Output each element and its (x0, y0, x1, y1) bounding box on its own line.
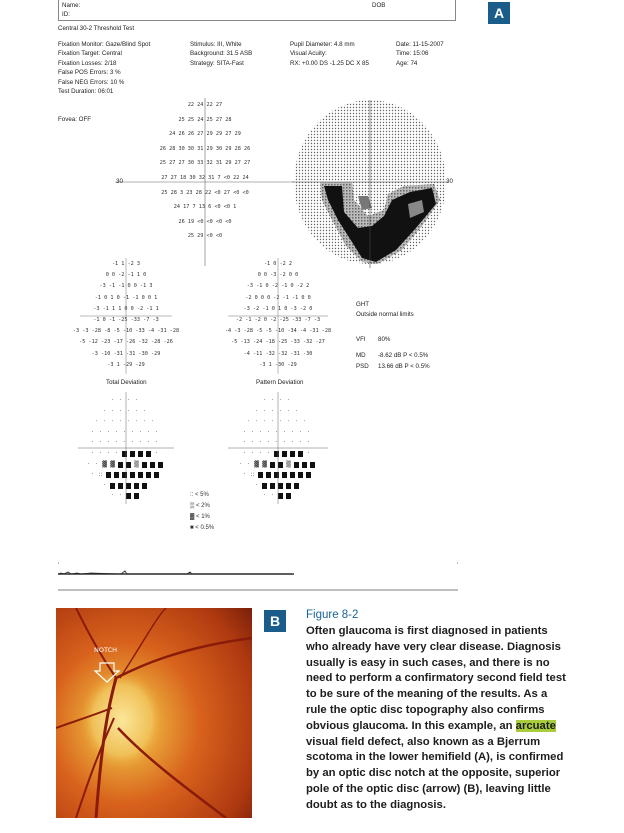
prob-cell: · (259, 428, 262, 436)
grid-row: 26 19 <0 <0 <0 <0 (178, 218, 232, 225)
total-deviation-label: Total Deviation (106, 379, 147, 386)
prob-cell: · (243, 439, 246, 447)
param-line: Fixation Monitor: Gaze/Blind Spot (58, 41, 151, 48)
dob-label: DOB (372, 2, 386, 9)
legend-symbol: ▒ (190, 503, 195, 509)
param-line: Strategy: SITA-Fast (190, 59, 244, 67)
legend-text: < 0.5% (195, 525, 215, 531)
vfi-label: VFI (356, 336, 366, 343)
prob-cell: · (119, 407, 122, 415)
grid-row: 25 25 24 25 27 28 (178, 116, 232, 123)
prob-cell: · (271, 397, 274, 404)
prob-cell: · (155, 439, 158, 447)
param-line: Fixation Target: Central (58, 50, 122, 58)
prob-cell: · (143, 407, 146, 415)
prob-cell: · (127, 407, 130, 415)
axis-label-left: 30 (116, 178, 123, 185)
prob-cell: · (147, 428, 150, 436)
prob-cell: · (255, 418, 258, 426)
prob-cell: · (99, 439, 102, 447)
param-line: False POS Errors: 3 % (58, 69, 121, 77)
ght-value: Outside normal limits (356, 311, 414, 318)
legend-text: < 1% (196, 514, 210, 520)
prob-cell: · (279, 418, 282, 426)
prob-cell: · (139, 439, 142, 447)
grid-row: 24 26 26 27 29 29 27 29 (169, 131, 241, 138)
prob-cell: · (87, 460, 90, 468)
grid-row: -3 1 -30 -29 (259, 361, 297, 368)
param-line: Age: 74 (396, 59, 418, 67)
grid-row: -1 0 -2 2 (263, 261, 293, 267)
grid-row: -3 -3 -28 -8 -5 -10 -33 -4 -31 -28 (72, 328, 180, 335)
md-value: -8.62 dB P < 0.5% (378, 352, 429, 359)
prob-cell: · (147, 439, 150, 447)
legend-text: < 5% (195, 492, 209, 498)
grid-row: -1 0 -1 -25 -33 -7 -3 (93, 317, 159, 323)
prob-cell: · (91, 471, 94, 479)
prob-cell: · (95, 460, 98, 468)
param-line: Pupil Diameter: 4.8 mm (290, 41, 355, 48)
prob-cell: ▓ (262, 460, 267, 468)
ght-label: GHT (356, 301, 370, 308)
grid-row: -3 -1 -1 0 0 -1 3 (99, 283, 153, 290)
prob-cell: · (307, 439, 310, 447)
pattern-deviation-label: Pattern Deviation (256, 379, 304, 386)
grid-row: -1 1 -2 3 (111, 261, 141, 267)
prob-cell: · (95, 418, 98, 426)
grid-row: 27 27 18 30 32 31 7 <0 22 24 (161, 175, 249, 181)
grid-row: 25 27 27 30 33 32 31 29 27 27 (159, 160, 251, 167)
prob-cell: · (263, 407, 266, 415)
threshold-axes (115, 98, 295, 266)
prob-cell: · (111, 407, 114, 415)
param-line: Background: 31.5 ASB (190, 50, 253, 58)
caption-text: Often glaucoma is first diagnosed in patients who already have very clear disease. Diagnosis usually is easy in such cases, and there is no need to perform a confirmatory second field test to be sure of the meaning of the results. As a rule the optic disc topography also confirms obvious glaucoma. In this example, an (306, 625, 566, 732)
prob-cell: · (151, 418, 154, 426)
prob-cell: · (155, 450, 158, 457)
prob-cell: · (291, 428, 294, 436)
grid-row: -3 -1 0 -2 -1 0 -2 2 (246, 283, 310, 290)
prob-cell: · (271, 492, 274, 500)
prob-cell: · (295, 407, 298, 415)
grid-row: -5 -12 -23 -17 -26 -32 -28 -26 (79, 339, 173, 346)
prob-cell: · (299, 428, 302, 436)
prob-cell: · (267, 450, 270, 457)
legend-symbol: :: (190, 492, 194, 498)
prob-cell: · (123, 439, 126, 447)
pattern-prob-axes (228, 392, 328, 504)
prob-cell: · (135, 407, 138, 415)
param-line: Fixation Losses: 2/18 (58, 59, 117, 67)
prob-cell: · (263, 397, 266, 404)
prob-cell: · (91, 428, 94, 436)
figure-caption (306, 624, 568, 814)
prob-cell: · (251, 439, 254, 447)
param-line: Stimulus: III, White (190, 41, 242, 48)
prob-cell: · (131, 428, 134, 436)
legend-row (190, 524, 214, 532)
grid-row: -5 -13 -24 -18 -25 -33 -32 -27 (231, 339, 325, 346)
prob-cell: · (267, 439, 270, 447)
prob-cell: · (135, 418, 138, 426)
prob-cell: · (127, 397, 130, 404)
prob-cell: · (247, 418, 250, 426)
prob-cell: ▒ (134, 460, 139, 468)
grid-row: -2 -1 -2 0 -2 -25 -33 -7 -3 (235, 317, 321, 323)
prob-cell: · (243, 428, 246, 436)
prob-cell: · (107, 428, 110, 436)
param-line: False NEG Errors: 10 % (58, 78, 125, 86)
grid-row: -3 -10 -31 -31 -30 -29 (91, 350, 161, 357)
param-line: Test Duration: 06:01 (58, 87, 114, 95)
md-label: MD (356, 352, 366, 359)
legend-row (190, 513, 210, 521)
grid-row: -2 0 0 0 -2 -1 -1 0 0 (245, 294, 311, 301)
params-mid (190, 41, 252, 68)
prob-cell: ▒ (286, 460, 291, 468)
gaze-tracking-strip (58, 562, 458, 592)
prob-cell: · (111, 418, 114, 426)
prob-cell: · (103, 407, 106, 415)
prob-cell: · (263, 418, 266, 426)
prob-cell: · (255, 407, 258, 415)
param-line: Time: 15:06 (396, 50, 429, 58)
grid-row: 0 0 -3 -2 0 0 (257, 272, 299, 279)
grayscale-plot (292, 100, 448, 268)
legend-symbol: ▓ (190, 514, 195, 520)
name-label: Name: (62, 2, 81, 9)
prob-cell: · (91, 450, 94, 457)
prob-cell: · (119, 492, 122, 500)
param-line: RX: +0.00 DS -1.25 DC X 85 (290, 59, 369, 67)
prob-cell: ▓ (254, 460, 259, 468)
pattern-dev-axes (228, 258, 328, 374)
param-line: Visual Acuity: (290, 50, 327, 58)
prob-cell: · (295, 418, 298, 426)
prob-cell: · (119, 397, 122, 404)
optic-disc-photo (56, 608, 252, 818)
grid-row: -3 -2 -1 0 1 0 -3 -2 0 (243, 305, 313, 312)
legend-text: < 2% (195, 503, 210, 509)
prob-cell: · (307, 450, 310, 457)
total-dev-axes (80, 258, 172, 374)
prob-cell: · (271, 418, 274, 426)
prob-cell: · (287, 407, 290, 415)
notch-label: NOTCH (94, 646, 117, 654)
prob-cell: · (303, 418, 306, 426)
params-right (290, 41, 369, 68)
prob-cell: :: (98, 471, 103, 479)
prob-cell: · (111, 397, 114, 404)
panel-b-tag: B (264, 610, 286, 632)
prob-cell: :: (250, 471, 255, 479)
prob-cell: · (307, 428, 310, 436)
prob-cell: · (243, 450, 246, 457)
prob-cell: · (103, 418, 106, 426)
prob-cell: · (115, 450, 118, 457)
prob-cell: · (251, 428, 254, 436)
total-prob-axes (78, 392, 174, 504)
prob-cell: · (111, 492, 114, 500)
grid-row: 24 17 7 13 6 <0 <0 1 (173, 204, 237, 211)
prob-cell: · (287, 397, 290, 404)
prob-cell: · (279, 397, 282, 404)
grid-row: -4 -3 -28 -5 -5 -10 -34 -4 -31 -28 (224, 328, 332, 335)
caption-text: visual field defect, also known as a Bjerrum scotoma in the lower hemifield (A), is confirmed by an optic disc notch at the opposite, superior pole of the optic disc (arrow) (B), leaving little doubt as to the diagnosis. (306, 735, 564, 811)
axis-label-right: 30 (446, 178, 453, 185)
prob-cell: · (259, 450, 262, 457)
prob-cell: · (255, 481, 258, 489)
grid-row: 0 0 -2 -1 1 0 (105, 272, 147, 279)
grid-row: -3 -1 1 1 0 0 -2 -1 1 (93, 305, 159, 312)
grid-row: 25 28 3 23 28 22 <0 27 <0 <0 (161, 189, 249, 196)
grid-row: -4 -11 -32 -32 -31 -30 (243, 350, 313, 357)
prob-cell: · (271, 407, 274, 415)
grid-row: -3 1 -29 -29 (107, 361, 145, 368)
prob-cell: ▓ (102, 460, 107, 468)
vfi-value: 80% (378, 336, 391, 343)
test-name: Central 30-2 Threshold Test (58, 25, 135, 32)
prob-cell: · (279, 407, 282, 415)
prob-cell: · (275, 439, 278, 447)
params-far (396, 41, 444, 68)
prob-cell: · (283, 439, 286, 447)
prob-cell: ▓ (110, 460, 115, 468)
prob-cell: · (287, 418, 290, 426)
param-line: Date: 11-15-2007 (396, 41, 444, 48)
prob-cell: · (259, 439, 262, 447)
prob-cell: · (291, 439, 294, 447)
prob-cell: · (251, 450, 254, 457)
grid-row: 25 29 <0 <0 (187, 233, 223, 240)
prob-cell: · (155, 428, 158, 436)
prob-cell: · (239, 460, 242, 468)
psd-label: PSD (356, 363, 369, 370)
legend-row (190, 491, 209, 499)
prob-cell: · (267, 428, 270, 436)
prob-cell: · (283, 428, 286, 436)
figure-title: Figure 8-2 (306, 609, 359, 621)
prob-cell: · (103, 481, 106, 489)
prob-cell: · (139, 428, 142, 436)
prob-cell: · (107, 450, 110, 457)
prob-cell: · (299, 439, 302, 447)
prob-cell: · (143, 418, 146, 426)
grid-row: -1 0 1 0 -1 -1 0 0 1 (94, 294, 158, 301)
prob-cell: · (99, 450, 102, 457)
panel-a-tag: A (488, 2, 510, 24)
id-label: ID: (62, 11, 70, 18)
prob-cell: · (115, 439, 118, 447)
prob-cell: · (135, 397, 138, 404)
prob-cell: · (115, 428, 118, 436)
prob-cell: · (275, 428, 278, 436)
legend-symbol: ■ (190, 525, 194, 531)
prob-cell: · (263, 492, 266, 500)
caption-highlight: arcuate (515, 719, 556, 732)
prob-cell: · (119, 418, 122, 426)
prob-cell: · (123, 428, 126, 436)
psd-value: 13.66 dB P < 0.5% (378, 363, 430, 370)
legend-row (190, 502, 210, 510)
prob-cell: · (127, 418, 130, 426)
prob-cell: · (243, 471, 246, 479)
prob-cell: · (91, 439, 94, 447)
prob-cell: · (107, 439, 110, 447)
grid-row: 26 28 30 30 31 29 30 29 28 26 (159, 145, 251, 152)
fovea-setting: Fovea: OFF (58, 116, 92, 123)
params-left (58, 41, 150, 96)
prob-cell: · (99, 428, 102, 436)
grid-row: 22 24 22 27 (187, 102, 223, 108)
prob-cell: · (131, 439, 134, 447)
prob-cell: · (247, 460, 250, 468)
patient-header-box (58, 0, 456, 21)
